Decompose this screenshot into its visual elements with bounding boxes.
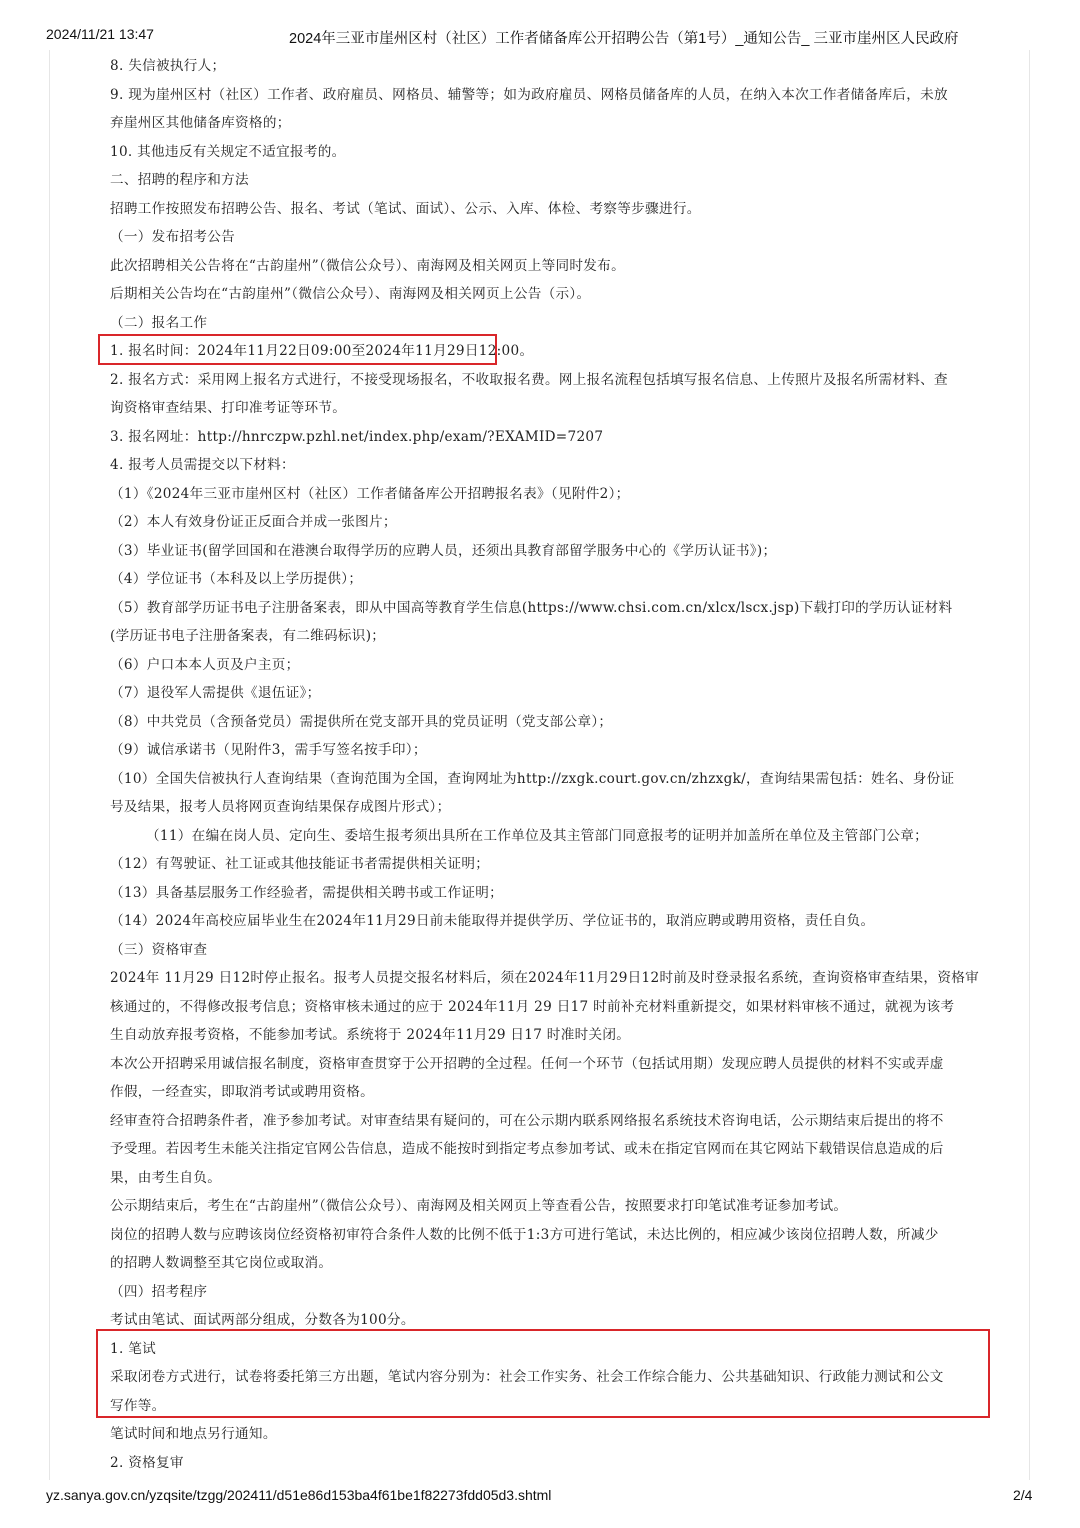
list-item: （2）本人有效身份证正反面合并成一张图片； [110,514,397,530]
list-item: （8）中共党员（含预备党员）需提供所在党支部开具的党员证明（党支部公章）； [110,713,613,730]
page-title: 2024年三亚市崖州区村（社区）工作者储备库公开招聘公告（第1号）_通知公告_ 三亚市崖州区人民政府 [289,31,959,47]
list-item: （13）具备基层服务工作经验者，需提供相关聘书或工作证明； [110,884,504,901]
text-line: 采取闭卷方式进行，试卷将委托第三方出题，笔试内容分别为：社会工作实务、社会工作综合能力、公共基础知识、行政能力测试和公文 [110,1369,944,1385]
text-line: 4. 报考人员需提交以下材料： [110,457,295,473]
list-item: （12）有驾驶证、社工证或其他技能证书者需提供相关证明； [110,856,490,872]
text-line: 经审查符合招聘条件者，准予参加考试。对审查结果有疑问的，可在公示期内联系网络报名系统技术咨询电话，公示期结束后提出的将不 [110,1112,944,1129]
text-line: 生自动放弃报考资格，不能参加考试。系统将于 2024年11月29 日17 时准时关闭。 [110,1027,631,1043]
list-item: （5）教育部学历证书电子注册备案表，即从中国高等教育学生信息(https://www.chsi.com.cn/xlcx/lscx.jsp)下载打印的学历认证材料 [110,599,953,616]
list-item: （4）学位证书（本科及以上学历提供）； [110,571,363,587]
text-line: 10. 其他违反有关规定不适宜报考的。 [110,143,346,160]
text-line: 号及结果，报考人员将网页查询结果保存成图片形式）； [110,799,451,815]
text-line: 岗位的招聘人数与应聘该岗位经资格初审符合条件人数的比例不低于1:3方可进行笔试，未达比例的，相应减少该岗位招聘人数，所减少 [110,1226,939,1243]
article-body [110,52,980,1477]
text-line: 本次公开招聘采用诚信报名制度，资格审查贯穿于公开招聘的全过程。任何一个环节（包括试用期）发现应聘人员提供的材料不实或弄虚 [110,1055,944,1072]
text-line: 果，由考生自负。 [110,1169,222,1186]
text-line: 笔试时间和地点另行通知。 [110,1426,277,1442]
list-item: （1）《2024年三亚市崖州区村（社区）工作者储备库公开招聘报名表》（见附件2）； [110,485,630,502]
right-border [1029,50,1030,1480]
list-item: （3）毕业证书(留学回国和在港澳台取得学历的应聘人员，还须出具教育部留学服务中心的《学历认证书》)； [110,542,777,559]
text-line: 考试由笔试、面试两部分组成，分数各为100分。 [110,1312,415,1328]
text-line: 8. 失信被执行人； [110,58,226,74]
highlight-box-written-exam [96,1329,990,1418]
text-line: 核通过的，不得修改报考信息；资格审核未通过的应于 2024年11月 29 日17 时前补充材料重新提交，如果材料审核不通过，就视为该考 [110,998,955,1015]
section-heading: 二、招聘的程序和方法 [110,172,249,188]
list-item: （11）在编在岗人员、定向生、委培生报考须出具所在工作单位及其主管部门同意报考的证明并加盖所在单位及主管部门公章； [146,827,929,844]
list-item: （6）户口本本人页及户主页； [110,656,300,673]
print-datetime: 2024/11/21 13:47 [46,26,154,42]
text-line: 写作等。 [110,1397,166,1414]
subsection-heading: （二）报名工作 [110,314,208,331]
list-item: （14）2024年高校应届毕业生在2024年11月29日前未能取得并提供学历、学位证书的，取消应聘或聘用资格，责任自负。 [110,913,875,929]
text-line: 弃崖州区其他储备库资格的； [110,115,291,131]
text-line: 的招聘人数调整至其它岗位或取消。 [110,1255,333,1271]
text-line: 2024年 11月29 日12时停止报名。报考人员提交报名材料后，须在2024年11月29日12时前及时登录报名系统，查询资格审查结果，资格审 [110,970,980,986]
registration-time-line: 1. 报名时间：2024年11月22日09:00至2024年11月29日12:00。 [110,343,534,359]
list-item: （9）诚信承诺书（见附件3，需手写签名按手印）； [110,742,427,758]
text-line: 公示期结束后，考生在“古韵崖州”（微信公众号）、南海网及相关网页上等查看公告，按照要求打印笔试准考证参加考试。 [110,1198,848,1214]
registration-url-line: 3. 报名网址：http://hnrczpw.pzhl.net/index.php/exam/?EXAMID=7207 [110,428,604,445]
text-line: (学历证书电子注册备案表，有二维码标识)； [110,628,386,644]
text-line: 招聘工作按照发布招聘公告、报名、考试（笔试、面试）、公示、入库、体检、考察等步骤进行。 [110,200,701,217]
page-url: yz.sanya.gov.cn/yzqsite/tzgg/202411/d51e86d153ba4f61be1f82273fdd05d3.shtml [46,1487,552,1503]
subsection-heading: （四）招考程序 [110,1283,208,1300]
text-line: 询资格审查结果、打印准考证等环节。 [110,400,347,416]
list-item: （10）全国失信被执行人查询结果（查询范围为全国，查询网址为http://zxgk.court.gov.cn/zhzxgk/，查询结果需包括：姓名、身份证 [110,770,955,787]
subsection-heading: （三）资格审查 [110,941,208,958]
list-item: （7）退役军人需提供《退伍证》； [110,685,321,701]
text-line: 2. 资格复审 [110,1454,184,1471]
subsection-heading: （一）发布招考公告 [110,229,236,245]
text-line: 2. 报名方式：采用网上报名方式进行，不接受现场报名，不收取报名费。网上报名流程包括填写报名信息、上传照片及报名所需材料、查 [110,371,948,388]
left-border [49,50,50,1480]
text-line: 后期相关公告均在“古韵崖州”（微信公众号）、南海网及相关网页上公告（示）。 [110,286,591,302]
page-number: 2/4 [1013,1487,1033,1503]
highlight-box-registration-time [98,334,497,365]
written-exam-heading: 1. 笔试 [110,1340,156,1357]
text-line: 9. 现为崖州区村（社区）工作者、政府雇员、网格员、辅警等；如为政府雇员、网格员储备库的人员，在纳入本次工作者储备库后，未放 [110,86,948,103]
text-line: 予受理。若因考生未能关注指定官网公告信息，造成不能按时到指定考点参加考试、或未在指定官网而在其它网站下载错误信息造成的后 [110,1141,944,1157]
text-line: 作假，一经查实，即取消考试或聘用资格。 [110,1084,374,1100]
text-line: 此次招聘相关公告将在“古韵崖州”（微信公众号）、南海网及相关网页上等同时发布。 [110,257,625,274]
